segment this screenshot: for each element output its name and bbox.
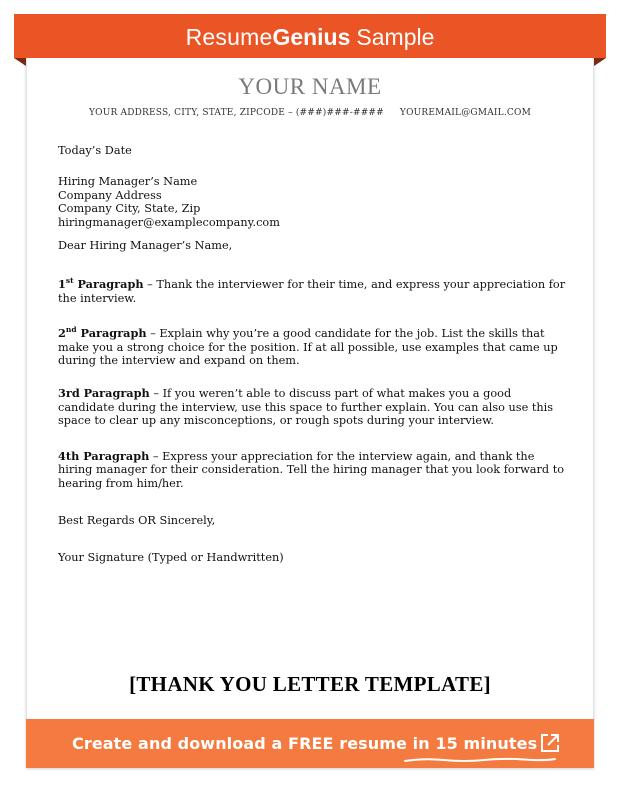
brand-name-part1: Resume xyxy=(185,24,273,50)
paragraph-2-label: Paragraph xyxy=(76,326,147,341)
template-title: [THANK YOU LETTER TEMPLATE] xyxy=(129,672,491,696)
paragraph-2-text: – Explain why you’re a good candidate for the job. List the skills that make you a strong choice for the position. If at all possible, use examples that came up during the interview and expand on them. xyxy=(58,327,558,368)
banner-tag: Sample xyxy=(356,24,435,50)
recipient-name: Hiring Manager’s Name xyxy=(58,175,198,189)
paragraph-3-text: – If you weren’t able to discuss part of what makes you a good candidate during the interview, use this space to further explain. You can also use this space to clear up any misconceptions, or rough spots during your interview. xyxy=(58,387,554,428)
paragraph-3-num: 3 xyxy=(58,386,66,401)
paragraph-4-num: 4 xyxy=(58,448,66,463)
recipient-email: hiringmanager@examplecompany.com xyxy=(58,215,280,229)
paragraph-3-sup: rd xyxy=(65,386,80,401)
recipient-address: Company Address xyxy=(58,188,162,202)
contact-address: YOUR ADDRESS, CITY, STATE, ZIPCODE – (###)###-#### xyxy=(88,108,384,118)
paragraph-1-label: Paragraph xyxy=(73,277,144,292)
contact-line xyxy=(0,108,620,118)
paragraph-3 xyxy=(58,387,568,427)
paragraph-2-num: 2 xyxy=(58,326,66,341)
paragraph-4-sup: th xyxy=(65,448,80,463)
paragraph-3-label: Paragraph xyxy=(79,386,150,401)
external-link-icon xyxy=(539,732,561,754)
banner-fold-left xyxy=(14,58,26,66)
paragraph-1-text: – Thank the interviewer for their time, and express your appreciation for the interview. xyxy=(58,278,566,305)
underline-squiggle-icon xyxy=(404,757,556,763)
applicant-name: YOUR NAME xyxy=(238,74,382,99)
paragraph-2 xyxy=(58,327,568,367)
paragraph-2-sup: nd xyxy=(65,325,77,335)
brand-banner xyxy=(14,14,606,58)
paragraph-1-num: 1 xyxy=(58,277,66,292)
contact-email: YOUREMAIL@GMAIL.COM xyxy=(399,108,531,118)
paragraph-4 xyxy=(58,450,568,490)
cta-label: Create and download a FREE resume in 15 minutes xyxy=(72,734,538,753)
letter-body xyxy=(58,144,568,565)
paragraph-1 xyxy=(58,278,568,305)
brand-name-part2: Genius xyxy=(272,24,351,50)
closing: Best Regards OR Sincerely, xyxy=(58,513,216,527)
letter-date: Today’s Date xyxy=(58,144,132,157)
paragraph-4-text: – Express your appreciation for the interview again, and thank the hiring manager for their consideration. Tell the hiring manager that you look forward to hearing from him/her. xyxy=(58,449,565,490)
signature: Your Signature (Typed or Handwritten) xyxy=(58,551,284,565)
recipient-city: Company City, State, Zip xyxy=(58,202,201,216)
salutation: Dear Hiring Manager’s Name, xyxy=(58,239,233,253)
create-resume-button[interactable] xyxy=(26,719,594,768)
banner-fold-right xyxy=(594,58,606,66)
paragraph-4-label: Paragraph xyxy=(79,448,150,463)
paragraph-1-sup: st xyxy=(65,276,74,286)
